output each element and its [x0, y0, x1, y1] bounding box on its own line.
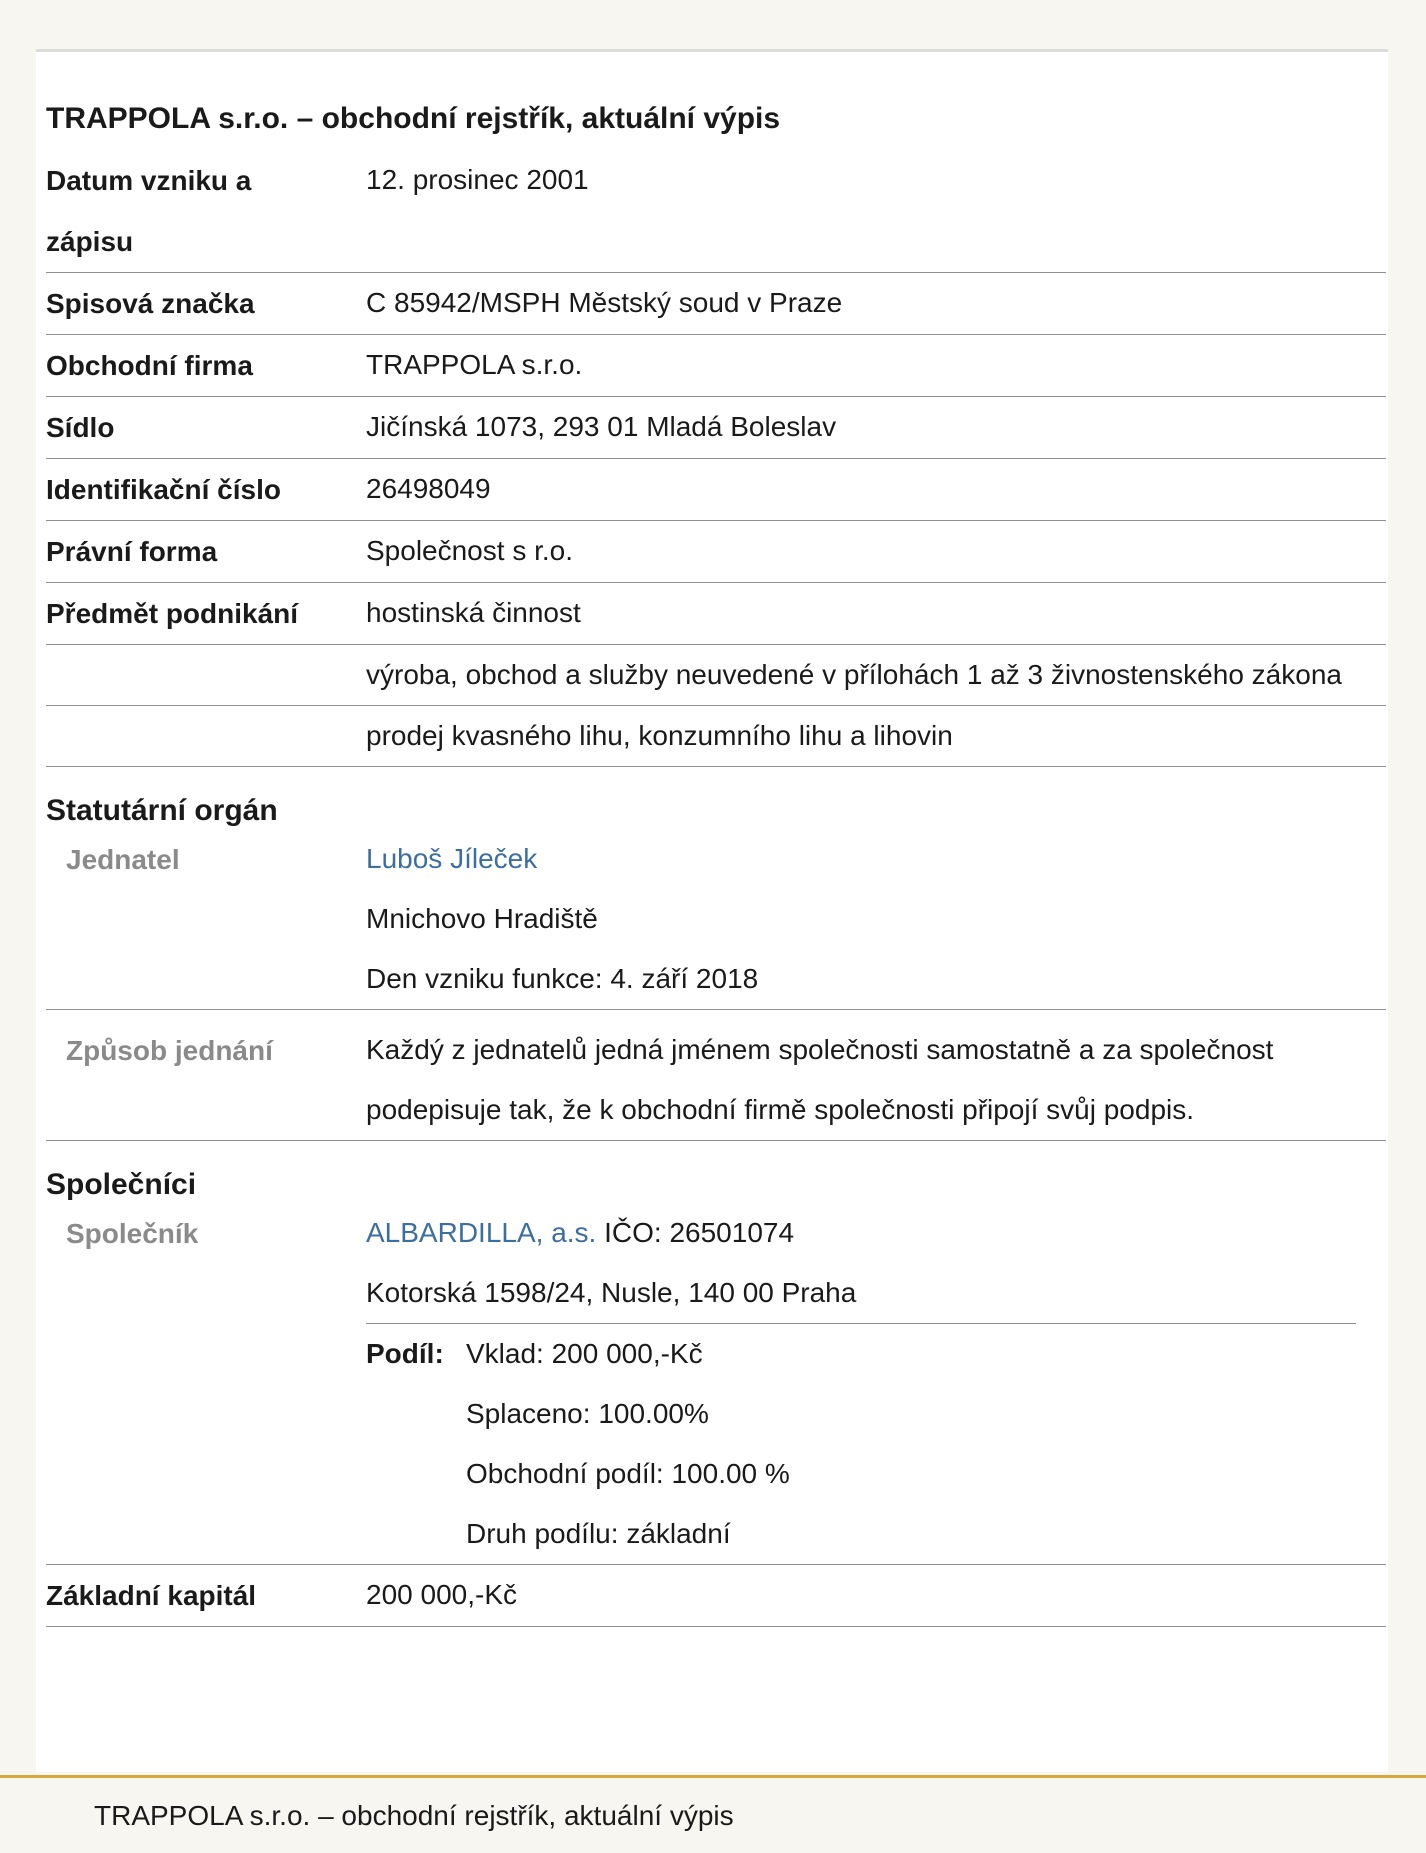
- value-jednatel: [366, 829, 1386, 1009]
- footer-title: TRAPPOLA s.r.o. – obchodní rejstřík, aktuální výpis: [94, 1800, 734, 1831]
- row-sidlo: [46, 397, 1386, 459]
- label-zpusob-jednani: Způsob jednání: [66, 1035, 273, 1066]
- label-spisova-znacka: Spisová značka: [46, 288, 255, 319]
- value-zpusob-jednani: Každý z jednatelů jedná jménem společnosti samostatně a za společnost podepisuje tak, že k obchodní firmě společnosti připojí svůj podpis.: [366, 1034, 1274, 1125]
- label-obchodni-firma: Obchodní firma: [46, 350, 253, 381]
- spolecnik-address: Kotorská 1598/24, Nusle, 140 00 Praha: [366, 1277, 857, 1308]
- footer: [0, 1775, 1426, 1853]
- register-card: [36, 49, 1388, 1772]
- share-block: [366, 1323, 1356, 1564]
- share-druh: Druh podílu: základní: [466, 1518, 731, 1549]
- label-spolecnik: Společník: [66, 1218, 199, 1249]
- share-details: [466, 1324, 790, 1564]
- label-datum-vzniku: Datum vzniku a zápisu: [46, 165, 252, 257]
- spolecnik-ico: IČO: 26501074: [604, 1217, 795, 1248]
- row-obchodni-firma: [46, 335, 1386, 397]
- row-datum-vzniku: [46, 150, 1386, 273]
- jednatel-place: Mnichovo Hradiště: [366, 903, 598, 934]
- jednatel-since: Den vzniku funkce: 4. září 2018: [366, 963, 759, 994]
- value-predmet-1: hostinská činnost: [366, 597, 581, 628]
- row-predmet-2: [46, 645, 1386, 706]
- row-pravni-forma: [46, 521, 1386, 583]
- value-predmet-3: prodej kvasného lihu, konzumního lihu a lihovin: [366, 720, 953, 751]
- label-empty: [46, 645, 366, 705]
- row-spisova-znacka: [46, 273, 1386, 335]
- value-datum-vzniku: 12. prosinec 2001: [366, 164, 589, 195]
- label-empty: [46, 706, 366, 766]
- section-spolecnici: Společníci: [46, 1168, 197, 1201]
- section-statutarni-organ: Statutární orgán: [46, 794, 278, 827]
- label-predmet-podnikani: Předmět podnikání: [46, 598, 299, 629]
- value-pravni-forma: Společnost s r.o.: [366, 535, 574, 566]
- row-zpusob-jednani: [46, 1010, 1386, 1141]
- value-spolecnik: [366, 1203, 1386, 1564]
- label-sidlo: Sídlo: [46, 412, 115, 443]
- value-spisova-znacka: C 85942/MSPH Městský soud v Praze: [366, 287, 843, 318]
- share-vklad: Vklad: 200 000,-Kč: [466, 1338, 703, 1369]
- share-label: Podíl:: [366, 1338, 444, 1369]
- share-splaceno: Splaceno: 100.00%: [466, 1398, 709, 1429]
- row-spolecnik: [46, 1203, 1386, 1565]
- value-zakladni-kapital: 200 000,-Kč: [366, 1579, 517, 1610]
- label-ico: Identifikační číslo: [46, 474, 281, 505]
- row-predmet-3: [46, 706, 1386, 767]
- label-jednatel: Jednatel: [66, 844, 180, 875]
- row-predmet-podnikani: [46, 583, 1386, 645]
- jednatel-name-link[interactable]: Luboš Jíleček: [366, 843, 538, 874]
- label-zakladni-kapital: Základní kapitál: [46, 1580, 257, 1611]
- label-pravni-forma: Právní forma: [46, 536, 218, 567]
- value-ico: 26498049: [366, 473, 491, 504]
- share-obchodni-podil: Obchodní podíl: 100.00 %: [466, 1458, 790, 1489]
- row-zakladni-kapital: [46, 1565, 1386, 1627]
- page-title: TRAPPOLA s.r.o. – obchodní rejstřík, aktuální výpis: [46, 102, 781, 135]
- register-content: [46, 98, 1386, 1627]
- value-obchodni-firma: TRAPPOLA s.r.o.: [366, 349, 583, 380]
- spolecnik-name-link[interactable]: ALBARDILLA, a.s.: [366, 1217, 597, 1248]
- value-sidlo: Jičínská 1073, 293 01 Mladá Boleslav: [366, 411, 837, 442]
- row-ico: [46, 459, 1386, 521]
- value-predmet-2: výroba, obchod a služby neuvedené v přílohách 1 až 3 živnostenského zákona: [366, 659, 1342, 690]
- row-jednatel: [46, 829, 1386, 1010]
